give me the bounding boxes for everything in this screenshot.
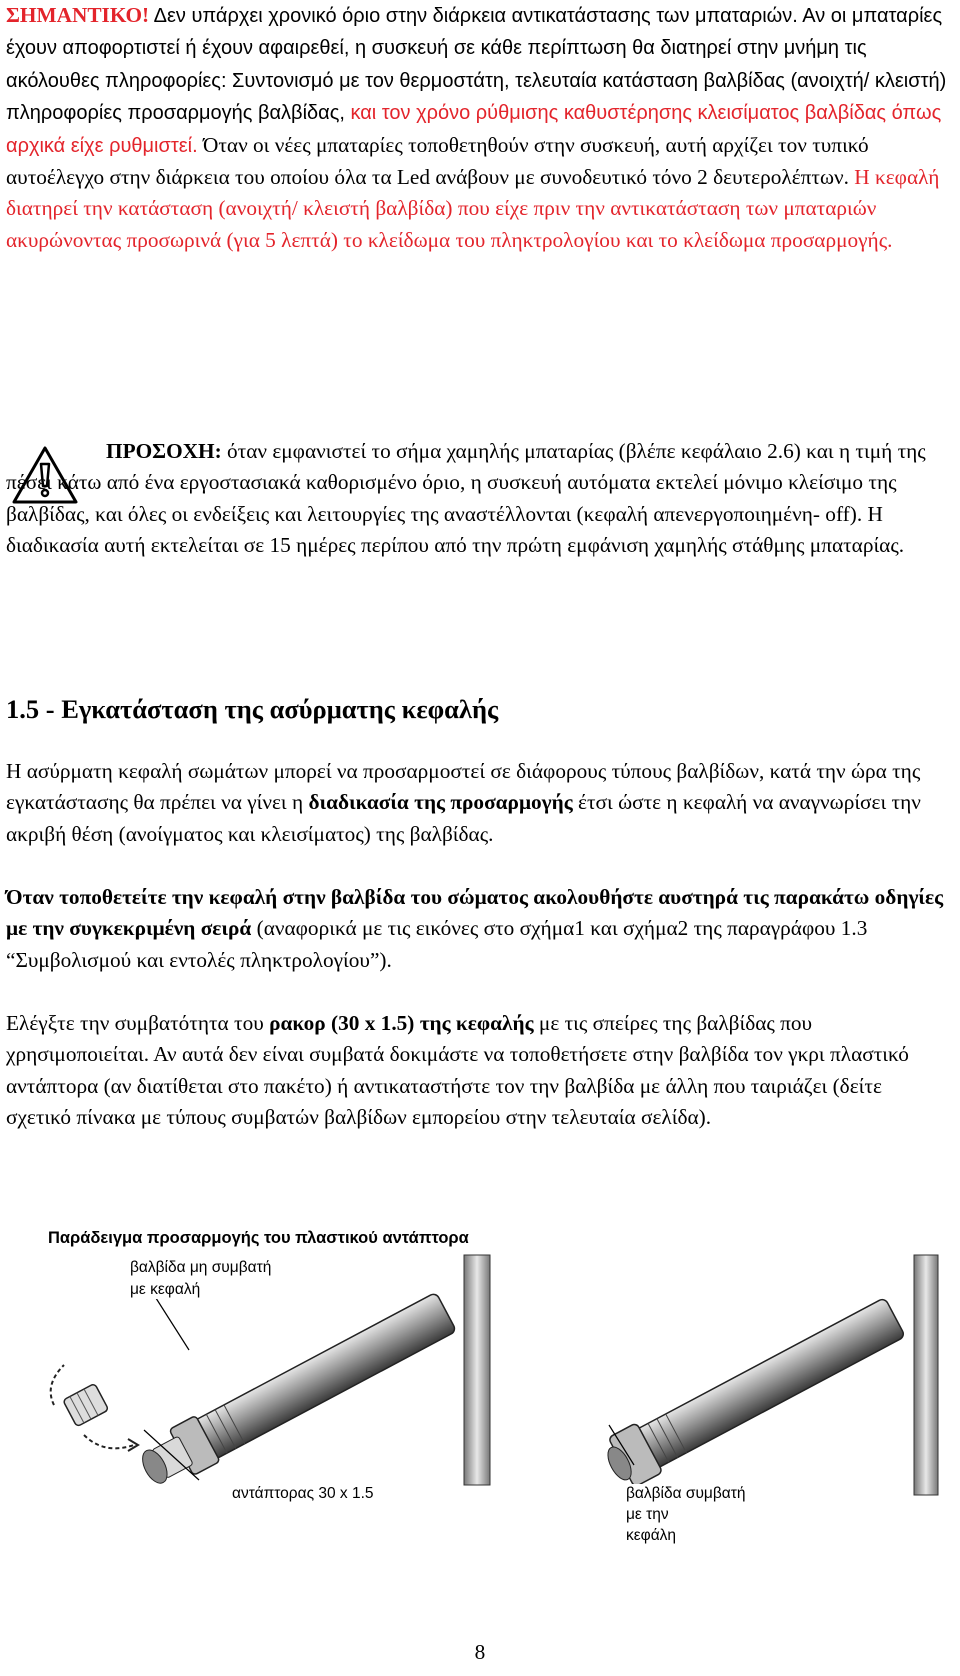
p3-text-bold: ρακορ (30 x 1.5) της κεφαλής — [269, 1011, 534, 1035]
label-compatible-valve-3: κεφάλη — [626, 1527, 677, 1544]
p1-text-c: έτσι ώστε η κεφαλή να αναγνωρίσει την ακριβή θέση (ανοίγματος και κλεισίματος) της βαλβίδας. — [6, 790, 921, 846]
p3-text-c: με τις σπείρες της βαλβίδας που χρησιμοποιείται. Αν αυτά δεν είναι συμβατά δοκιμάστε να τοποθετήσετε στην βαλβίδα τον γκρι πλαστικό αντάπτορα (αν διατίθεται στο πακέτο) ή αντικαταστήστε τον την βαλβίδα με άλλη που ταιριάζει (δείτε σχετικό πίνακα με τύπους συμβατών βαλβίδων εμπορείου στην τελευταία σελίδα). — [6, 1011, 909, 1130]
p1-text-a: Η ασύρματη κεφαλή σωμάτων μπορεί να προσαρμοστεί σε διάφορους τύπους βαλβίδων, κατά την ώρα της εγκατάστασης θα πρέπει να γίνει η — [6, 759, 921, 815]
incompatible-valve-drawing — [51, 1255, 490, 1494]
important-text-3: Όταν οι νέες μπαταρίες τοποθετηθούν στην συσκευή, αυτή αρχίζει τον τυπικό αυτοέλεγχο στην διάρκεια του οποίου όλα τα Led ανάβουν με συνοδευτικό τόνο 2 δευτερολέπτων. — [6, 132, 869, 190]
important-label: ΣΗΜΑΝΤΙΚΟ! — [6, 3, 150, 27]
important-text-1: Δεν υπάρχει χρονικό όριο στην διάρκεια αντικατάστασης των μπαταριών. Αν οι μπαταρίες έχουν αποφορτιστεί ή έχουν αφαιρεθεί, η συσκευή σε κάθε περίπτωση θα διατηρεί στην μνήμη τις ακόλουθες πληροφορίες: Συντονισμό με τον θερμοστάτη, τελευταία κατάσταση βαλβίδας (ανοιχτή/ κλειστή) πληροφορίες προσαρμογής βαλβίδας, — [6, 5, 947, 125]
section-paragraph-3 — [6, 1008, 951, 1134]
figure-title: Παράδειγμα προσαρμογής του πλαστικού αντάπτορα — [48, 1229, 469, 1247]
compatible-valve-drawing — [598, 1255, 938, 1495]
section-heading: 1.5 - Εγκατάσταση της ασύρματης κεφαλής — [6, 694, 499, 724]
important-paragraph — [6, 0, 951, 256]
section-paragraph-1 — [6, 756, 951, 850]
important-text-4: Η κεφαλή διατηρεί την κατάσταση (ανοιχτή/ κλειστή βαλβίδα) που είχε πριν την αντικατάσταση των μπαταριών ακυρώνοντας προσωρινά (για 5 λεπτά) το κλείδωμα του πληκτρολογίου και το κλείδωμα προσαρμογής. — [6, 165, 940, 252]
important-text-2: και τον χρόνο ρύθμισης καθυστέρησης κλεισίματος βαλβίδας όπως αρχικά είχε ρυθμιστεί. — [6, 102, 942, 157]
label-compatible-valve-2: με την — [626, 1506, 669, 1523]
p2-text-rest: (αναφορικά με τις εικόνες στο σχήμα1 και σχήμα2 της παραγράφου 1.3 “Συμβολισμού και εντολές πληκτρολογίου”). — [6, 916, 868, 972]
p1-text-bold: διαδικασία της προσαρμογής — [308, 790, 573, 815]
caution-label: ΠΡΟΣΟΧΗ: — [106, 439, 222, 463]
caution-text: όταν εμφανιστεί το σήμα χαμηλής μπαταρίας (βλέπε κεφάλαιο 2.6) και η τιμή της πέσει κάτω από ένα εργοστασιακά καθορισμένο όριο, η συσκευή αυτόματα εκτελεί μόνιμο κλείσιμο της βαλβίδας, και όλες οι ενδείξεις και λειτουργίες της αναστέλλονται (κεφαλή απενεργοποιημένη- off). Η διαδικασία αυτή εκτελείται σε 15 ημέρες περίπου από την πρώτη εμφάνιση χαμηλής στάθμης μπαταρίας. — [6, 439, 926, 558]
page-number: 8 — [474, 1640, 486, 1664]
label-incompatible-valve-2: με κεφαλή — [130, 1281, 201, 1298]
section-paragraph-2 — [6, 882, 951, 976]
label-adapter: αντάπτορας 30 x 1.5 — [232, 1485, 374, 1502]
p2-text-bold: Όταν τοποθετείτε την κεφαλή στην βαλβίδα του σώματος ακολουθήστε αυστηρά τις παρακάτω οδηγίες με την συγκεκριμένη σειρά — [6, 885, 944, 941]
label-compatible-valve-1: βαλβίδα συμβατή — [626, 1485, 746, 1502]
caution-paragraph — [6, 436, 951, 562]
p3-text-a: Ελέγξτε την συμβατότητα του — [6, 1011, 270, 1035]
label-incompatible-valve-1: βαλβίδα μη συμβατή — [130, 1259, 272, 1276]
